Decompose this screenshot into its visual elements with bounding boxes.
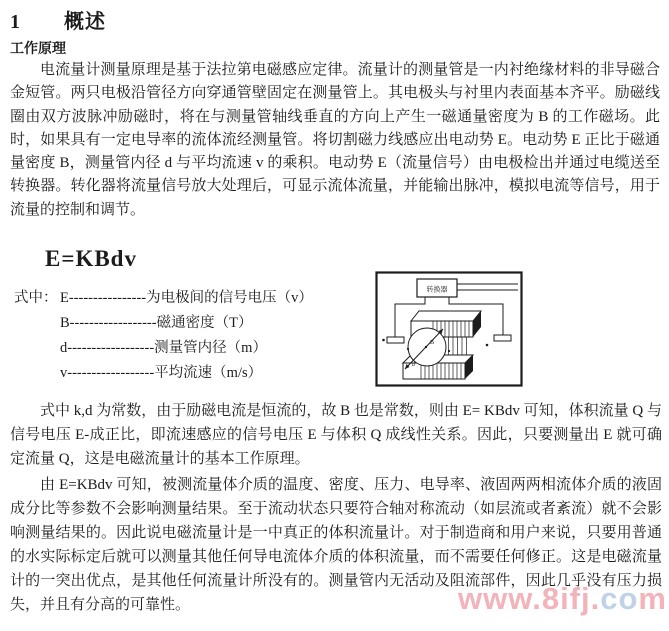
paragraph-linearity: 式中 k,d 为常数，由于励磁电流是恒流的，故 B 也是常数，则由 E= KBdv 可知，体积流量 Q 与信号电压 E-成正比，即流速感应的信号电压 E 与体积 Q 成线性关系。因此，只要测量出 E 就可确定流量 Q，这是电磁流量计的基本工作原理。	[10, 403, 662, 467]
watermark-part2: co	[600, 581, 639, 616]
converter-label: 转换器	[426, 285, 448, 294]
section-title: 概述	[64, 11, 106, 33]
watermark-part3: m	[638, 581, 667, 616]
electrode-terminal-left	[387, 337, 404, 343]
term-symbol: E	[60, 290, 69, 306]
term-symbol: v	[60, 365, 68, 381]
term-symbol: d	[60, 340, 68, 356]
terminal-dot-right	[486, 344, 489, 347]
term-meaning: 为电极间的信号电压（v）	[146, 290, 313, 306]
section-number: 1	[10, 11, 21, 33]
term-row-b	[14, 311, 313, 336]
formula-ekbdv: E=KBdv	[45, 246, 137, 271]
formula-term-list	[14, 286, 313, 386]
term-symbol: B	[60, 315, 70, 331]
term-row-d	[14, 336, 313, 361]
diameter-label: d	[412, 362, 415, 368]
term-row-e	[14, 286, 313, 311]
term-dashes: ----------------	[68, 290, 147, 306]
flowmeter-diagram	[375, 271, 523, 387]
term-meaning: 平均流速（m/s）	[154, 365, 263, 381]
electrode-terminal-right	[494, 335, 511, 341]
coil-top-face	[411, 311, 481, 321]
term-row-v	[14, 361, 313, 386]
term-dashes: ------------------	[67, 365, 155, 381]
section-heading	[10, 5, 106, 34]
paragraph-working-principle: 电流量计测量原理是基于法拉第电磁感应定律。流量计的测量管是一内衬绝缘材料的非导磁合金短管。两只电极沿管径方向穿通管壁固定在测量管上。其电极头与衬里内表面基本齐平。励磁线圈由双方波脉冲励磁时，将在与测量管轴线垂直的方向上产生一磁通量密度为 B 的工作磁场。此时，如果具有一定电导率的流体流经测量管。将切割磁力线感应出电动势 E。电动势 E 正比于磁通量密度 B，测量管内径 d 与平均流速 v 的乘积。电动势 E（流量信号）由电极检出并通过电缆送至转换器。转化器将流量信号放大处理后，可显示流体流量，并能输出脉冲，模拟电流等信号，用于流量的控制和调节。	[10, 62, 660, 218]
term-dashes: ------------------	[67, 340, 155, 356]
watermark-part1: www.8ifj.	[458, 581, 601, 616]
term-list-prefix: 式中：	[14, 290, 58, 306]
electrode-dot-right	[448, 350, 450, 352]
field-label: B	[430, 340, 435, 346]
tube-center-dot	[425, 346, 427, 348]
term-meaning: 磁通密度（T）	[156, 315, 253, 331]
term-dashes: ------------------	[69, 315, 157, 331]
terminal-dot-left	[382, 339, 385, 342]
subsection-heading: 工作原理	[10, 42, 66, 57]
paragraph-advantages: 由 E=KBdv 可知，被测流量体介质的温度、密度、压力、电导率、液固两两相流体介质的液固成分比等参数不会影响测量结果。至于流动状态只要符合轴对称流动（如层流或者紊流）就不会影响测量结果的。因此说电磁流量计是一中真正的体积流量计。对于制造商和用户来说，只要用普通的水实际标定后就可以测量其他任何导电流体介质的体积流量，而不需要任何修正。这是电磁流量计的一突出优点，是其他任何流量计所没有的。测量管内无活动及阻流部件，因此几乎没有压力损失，并且有分高的可靠性。	[10, 477, 662, 613]
electrode-dot-left	[407, 348, 409, 350]
term-meaning: 测量管内径（m）	[154, 340, 267, 356]
